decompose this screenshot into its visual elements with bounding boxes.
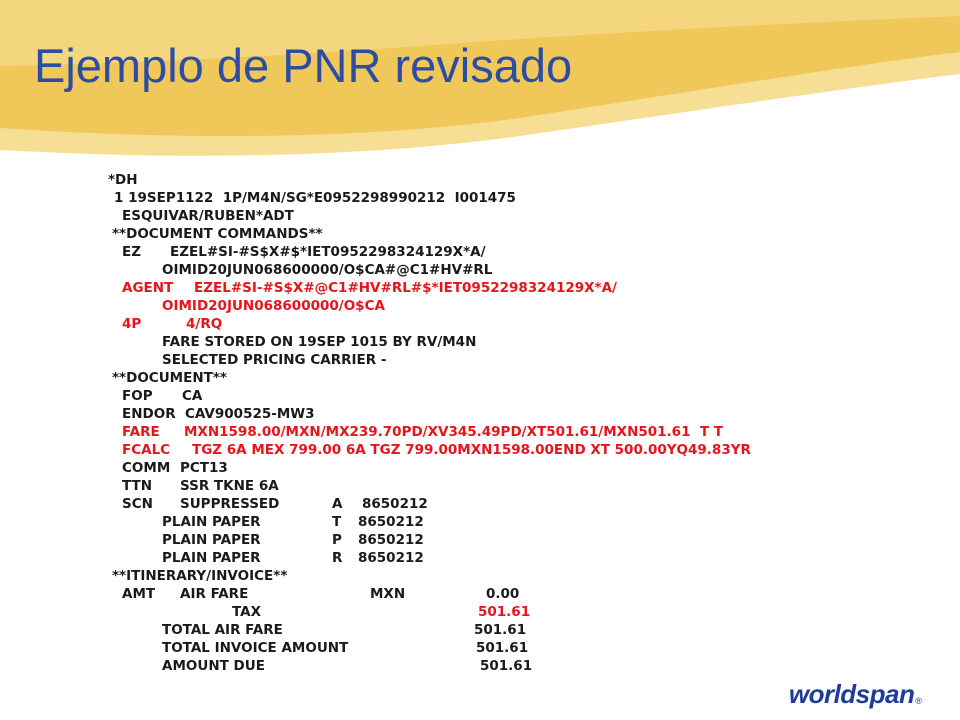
pnr-plain-paper-p-label: PLAIN PAPER — [162, 532, 261, 548]
pnr-label-comm: COMM — [122, 460, 171, 476]
worldspan-logo — [789, 676, 922, 712]
pnr-label-fop: FOP — [122, 388, 153, 404]
slide-title: Ejemplo de PNR revisado — [34, 39, 573, 92]
pnr-plain-paper-t-number: 8650212 — [358, 514, 424, 530]
pnr-agent-command-continued: OIMID20JUN068600000/O$CA — [162, 298, 385, 314]
pnr-plain-paper-r-code: R — [332, 550, 343, 566]
pnr-label-ez: EZ — [122, 244, 142, 260]
pnr-ez-command: EZEL#SI-#S$X#$*IET0952298324129X*A/ — [170, 244, 486, 260]
pnr-line-header: 1 19SEP1122 1P/M4N/SG*E0952298990212 I001475 — [114, 190, 516, 206]
pnr-ttn-value: SSR TKNE 6A — [180, 478, 279, 494]
pnr-amount-due-label: AMOUNT DUE — [162, 658, 265, 674]
pnr-label-4p: 4P — [122, 316, 142, 332]
pnr-section-document-commands: **DOCUMENT COMMANDS** — [112, 226, 323, 242]
pnr-plain-paper-r-number: 8650212 — [358, 550, 424, 566]
pnr-plain-paper-r-label: PLAIN PAPER — [162, 550, 261, 566]
pnr-scn-code: A — [332, 496, 343, 512]
pnr-section-document: **DOCUMENT** — [112, 370, 227, 386]
pnr-4p-value: 4/RQ — [186, 316, 223, 332]
pnr-fare-stored: FARE STORED ON 19SEP 1015 BY RV/M4N — [162, 334, 477, 350]
pnr-plain-paper-p-code: P — [332, 532, 342, 548]
pnr-currency: MXN — [370, 586, 406, 602]
pnr-line-display-command: *DH — [108, 172, 138, 188]
pnr-label-amt: AMT — [122, 586, 156, 602]
pnr-total-invoice-label: TOTAL INVOICE AMOUNT — [162, 640, 349, 656]
pnr-air-fare-label: AIR FARE — [180, 586, 249, 602]
pnr-amount-due-amount: 501.61 — [480, 658, 533, 674]
registered-mark: ® — [915, 696, 922, 706]
pnr-pricing-carrier: SELECTED PRICING CARRIER - — [162, 352, 387, 368]
worldspan-logo-text: worldspan — [788, 678, 915, 709]
pnr-label-fare: FARE — [122, 424, 160, 440]
pnr-fcalc-value: TGZ 6A MEX 799.00 6A TGZ 799.00MXN1598.00END XT 500.00YQ49.83YR — [192, 442, 751, 458]
pnr-scn-status: SUPPRESSED — [180, 496, 280, 512]
pnr-fare-value: MXN1598.00/MXN/MX239.70PD/XV345.49PD/XT501.61/MXN501.61 T T — [184, 424, 723, 440]
pnr-air-fare-amount: 0.00 — [486, 586, 520, 602]
pnr-fop-value: CA — [182, 388, 203, 404]
pnr-label-scn: SCN — [122, 496, 153, 512]
pnr-plain-paper-t-code: T — [332, 514, 342, 530]
pnr-total-invoice-amount: 501.61 — [476, 640, 529, 656]
pnr-label-agent: AGENT — [122, 280, 174, 296]
pnr-line-passenger-name: ESQUIVAR/RUBEN*ADT — [122, 208, 294, 224]
pnr-comm-value: PCT13 — [180, 460, 228, 476]
pnr-label-fcalc: FCALC — [122, 442, 171, 458]
pnr-section-itinerary-invoice: **ITINERARY/INVOICE** — [112, 568, 288, 584]
pnr-tax-amount: 501.61 — [478, 604, 531, 620]
pnr-total-air-fare-amount: 501.61 — [474, 622, 527, 638]
pnr-endorsement: ENDOR CAV900525-MW3 — [122, 406, 315, 422]
pnr-ez-command-continued: OIMID20JUN068600000/O$CA#@C1#HV#RL — [162, 262, 493, 278]
pnr-plain-paper-t-label: PLAIN PAPER — [162, 514, 261, 530]
pnr-agent-command: EZEL#SI-#S$X#@C1#HV#RL#$*IET0952298324129X*A/ — [194, 280, 617, 296]
pnr-label-ttn: TTN — [122, 478, 153, 494]
pnr-total-air-fare-label: TOTAL AIR FARE — [162, 622, 283, 638]
pnr-tax-label: TAX — [232, 604, 262, 620]
pnr-scn-number: 8650212 — [362, 496, 428, 512]
pnr-plain-paper-p-number: 8650212 — [358, 532, 424, 548]
